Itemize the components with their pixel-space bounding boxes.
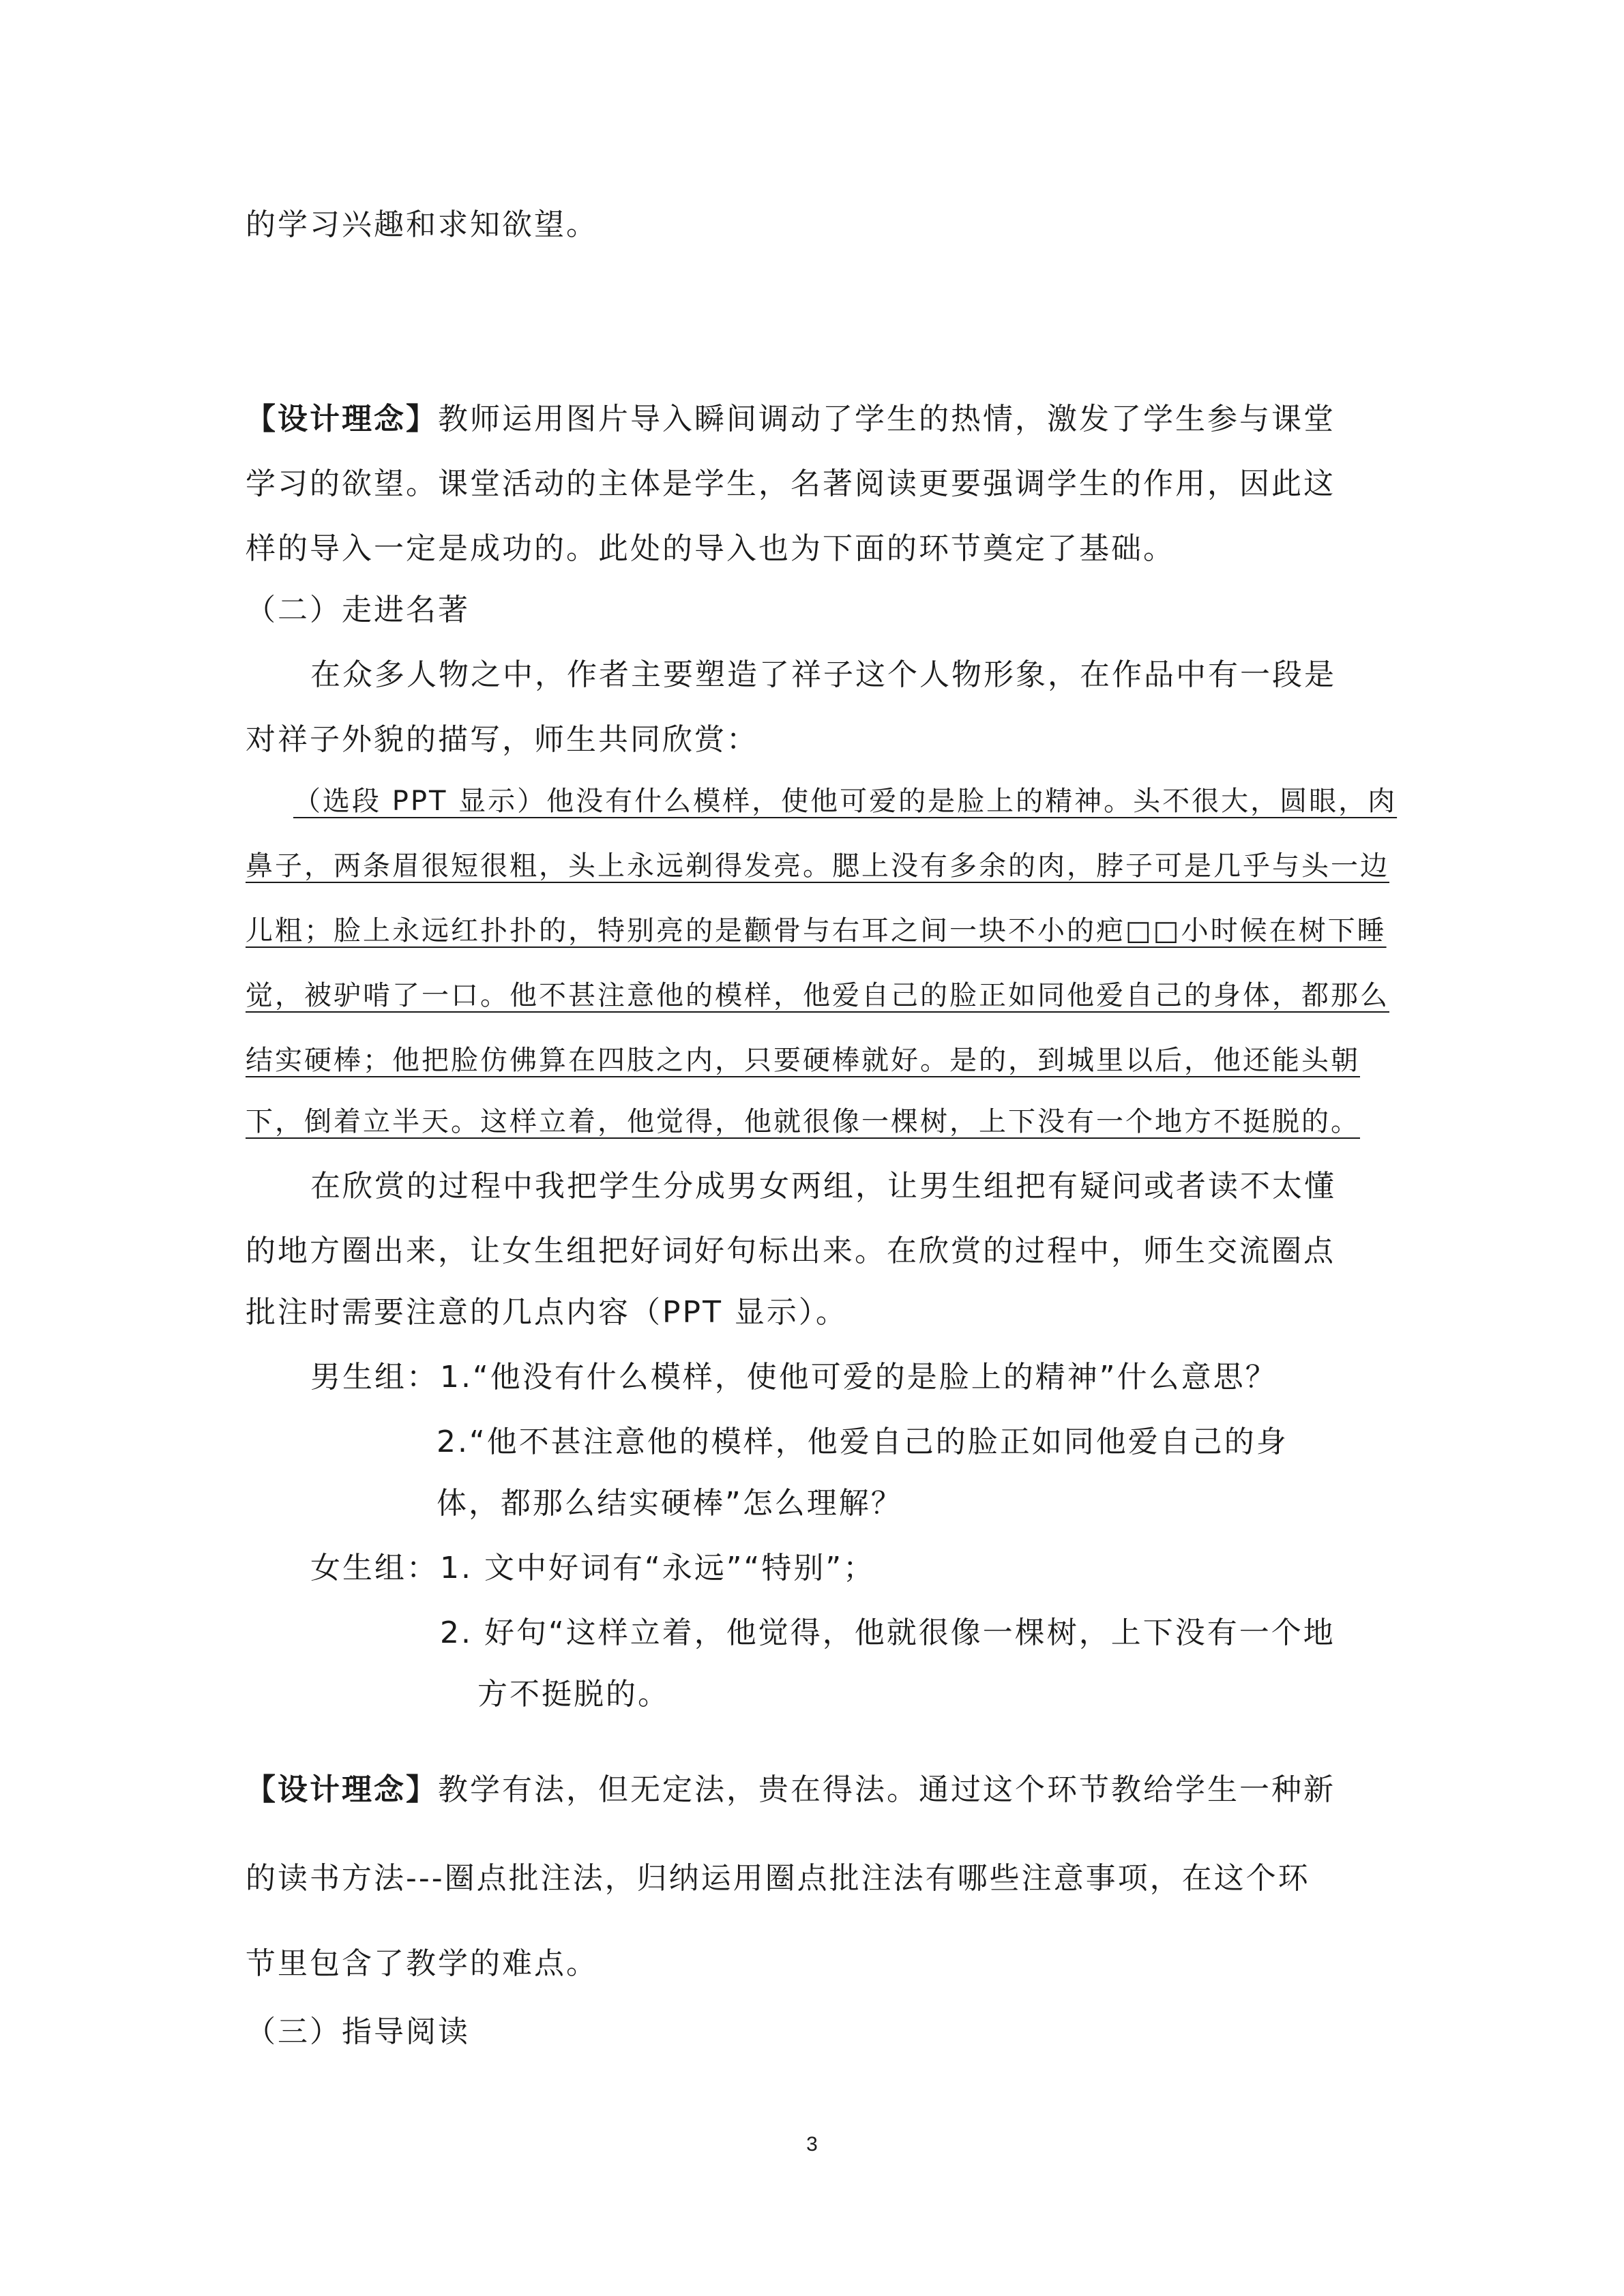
excerpt-line-2: 鼻子，两条眉很短很粗，头上永远剃得发亮。腮上没有多余的肉，脖子可是几乎与头一边 [246, 850, 1389, 882]
excerpt-line-5: 结实硬棒；他把脸仿佛算在四肢之内，只要硬棒就好。是的，到城里以后，他还能头朝 [246, 1045, 1360, 1076]
excerpt-line-4: 觉，被驴啃了一口。他不甚注意他的模样，他爱自己的脸正如同他爱自己的身体，都那么 [246, 980, 1389, 1011]
excerpt-line-6: 下，倒着立半天。这样立着，他觉得，他就很像一棵树，上下没有一个地方不挺脱的。 [246, 1106, 1360, 1137]
boys-question-2-line-1: 2.“他不甚注意他的模样，他爱自己的脸正如同他爱自己的身 [437, 1425, 1288, 1459]
girls-group-label: 女生组： [310, 1551, 439, 1585]
excerpt-line-1: （选段 PPT 显示）他没有什么模样，使他可爱的是脸上的精神。头不很大，圆眼，肉 [293, 786, 1398, 817]
para-2-line-3: 批注时需要注意的几点内容（PPT 显示）。 [246, 1295, 848, 1330]
section-2-heading: （二）走进名著 [246, 593, 470, 627]
boys-question-1: 1.“他没有什么模样，使他可爱的是脸上的精神”什么意思？ [440, 1360, 1278, 1395]
girls-answer-2-line-1: 2. 好句“这样立着，他觉得，他就很像一棵树，上下没有一个地 [440, 1615, 1335, 1650]
boys-question-2-line-2: 体，都那么结实硬棒”怎么理解？ [437, 1486, 903, 1521]
design-note-1-label: 【设计理念】 [246, 402, 438, 436]
para-2-line-1: 在欣赏的过程中我把学生分成男女两组，让男生组把有疑问或者读不太懂 [310, 1169, 1336, 1204]
girls-answer-2-line-2: 方不挺脱的。 [477, 1677, 670, 1712]
design-note-2-line-3: 节里包含了教学的难点。 [246, 1946, 598, 1981]
design-note-2-text: 教学有法，但无定法，贵在得法。通过这个环节教给学生一种新 [438, 1772, 1335, 1807]
design-note-2-line-2: 的读书方法---圈点批注法，归纳运用圈点批注法有哪些注意事项，在这个环 [246, 1861, 1310, 1896]
intro-line-1: 的学习兴趣和求知欲望。 [246, 207, 598, 242]
design-note-2-label: 【设计理念】 [246, 1772, 438, 1807]
excerpt-line-3: 儿粗；脸上永远红扑扑的，特别亮的是颧骨与右耳之间一块不小的疤□□小时候在树下睡 [246, 915, 1387, 946]
design-note-1-line-1 [246, 399, 1371, 440]
design-note-1-text: 教师运用图片导入瞬间调动了学生的热情，激发了学生参与课堂 [438, 402, 1335, 436]
design-note-1-line-3: 样的导入一定是成功的。此处的导入也为下面的环节奠定了基础。 [246, 531, 1175, 566]
design-note-2-line-1 [246, 1770, 1371, 1810]
design-note-1-line-2: 学习的欲望。课堂活动的主体是学生，名著阅读更要强调学生的作用，因此这 [246, 466, 1335, 501]
para-1-line-2: 对祥子外貌的描写，师生共同欣赏： [246, 722, 758, 757]
boys-group-label: 男生组： [310, 1360, 439, 1395]
section-3-heading: （三）指导阅读 [246, 2014, 470, 2049]
page-number: 3 [806, 2133, 818, 2156]
para-2-line-2: 的地方圈出来，让女生组把好词好句标出来。在欣赏的过程中，师生交流圈点 [246, 1234, 1335, 1268]
girls-answer-1: 1. 文中好词有“永远”“特别”； [440, 1551, 876, 1585]
para-1-line-1: 在众多人物之中，作者主要塑造了祥子这个人物形象，在作品中有一段是 [310, 657, 1336, 692]
